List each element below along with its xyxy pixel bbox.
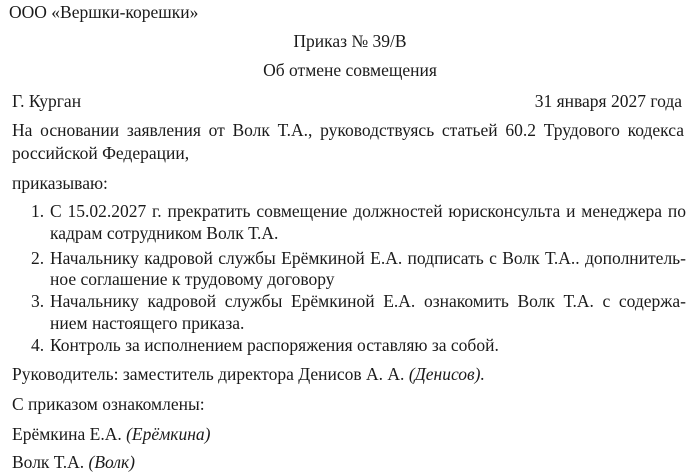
head-signature-line bbox=[12, 366, 485, 384]
list-item-number: 1. bbox=[31, 201, 45, 221]
acquainted-label: С приказом ознакомлены: bbox=[12, 394, 205, 414]
order-title: Приказ № 39/В bbox=[293, 31, 407, 51]
employee-signature-line bbox=[12, 426, 211, 444]
order-date: 31 января 2027 года bbox=[534, 91, 682, 111]
list-item-line: С 15.02.2027 г. прекратить совмещение должностей юрисконсульта и менеджера по bbox=[50, 201, 686, 221]
list-item-line: ное соглашение к трудовому договору bbox=[50, 269, 335, 289]
list-item-number: 3. bbox=[31, 291, 45, 311]
basis-text-line-2: российской Федерации, bbox=[12, 143, 190, 163]
list-item-line: кадрам сотрудником Волк Т.А. bbox=[50, 223, 279, 243]
employee-signature: (Ерёмкина) bbox=[126, 424, 211, 444]
list-item-line: Контроль за исполнением распоряжения оставляю за собой. bbox=[50, 335, 499, 355]
list-item-line: Начальнику кадровой службы Ерёмкиной Е.А. подписать с Волк Т.А.. дополнитель- bbox=[50, 248, 686, 268]
employee-name: Волк Т.А. bbox=[12, 452, 85, 472]
order-word: приказываю: bbox=[12, 173, 108, 193]
list-item-number: 2. bbox=[31, 248, 45, 268]
basis-text-line-1: На основании заявления от Волк Т.А., руководствуясь статьей 60.2 Трудового кодекса bbox=[12, 120, 684, 140]
head-signature: (Денисов). bbox=[408, 364, 485, 384]
list-item-number: 4. bbox=[31, 335, 45, 355]
head-label: Руководитель: заместитель директора Денисов А. А. bbox=[12, 364, 405, 384]
list-item-line: нием настоящего приказа. bbox=[50, 313, 245, 333]
employee-name: Ерёмкина Е.А. bbox=[12, 424, 122, 444]
list-item-line: Начальнику кадровой службы Ерёмкиной Е.А. ознакомить Волк Т.А. с содержа- bbox=[50, 291, 686, 311]
organization-name: ООО «Вершки-корешки» bbox=[9, 2, 199, 22]
employee-signature: (Волк) bbox=[88, 452, 135, 472]
order-subject: Об отмене совмещения bbox=[263, 60, 437, 80]
order-city: Г. Курган bbox=[12, 91, 82, 111]
